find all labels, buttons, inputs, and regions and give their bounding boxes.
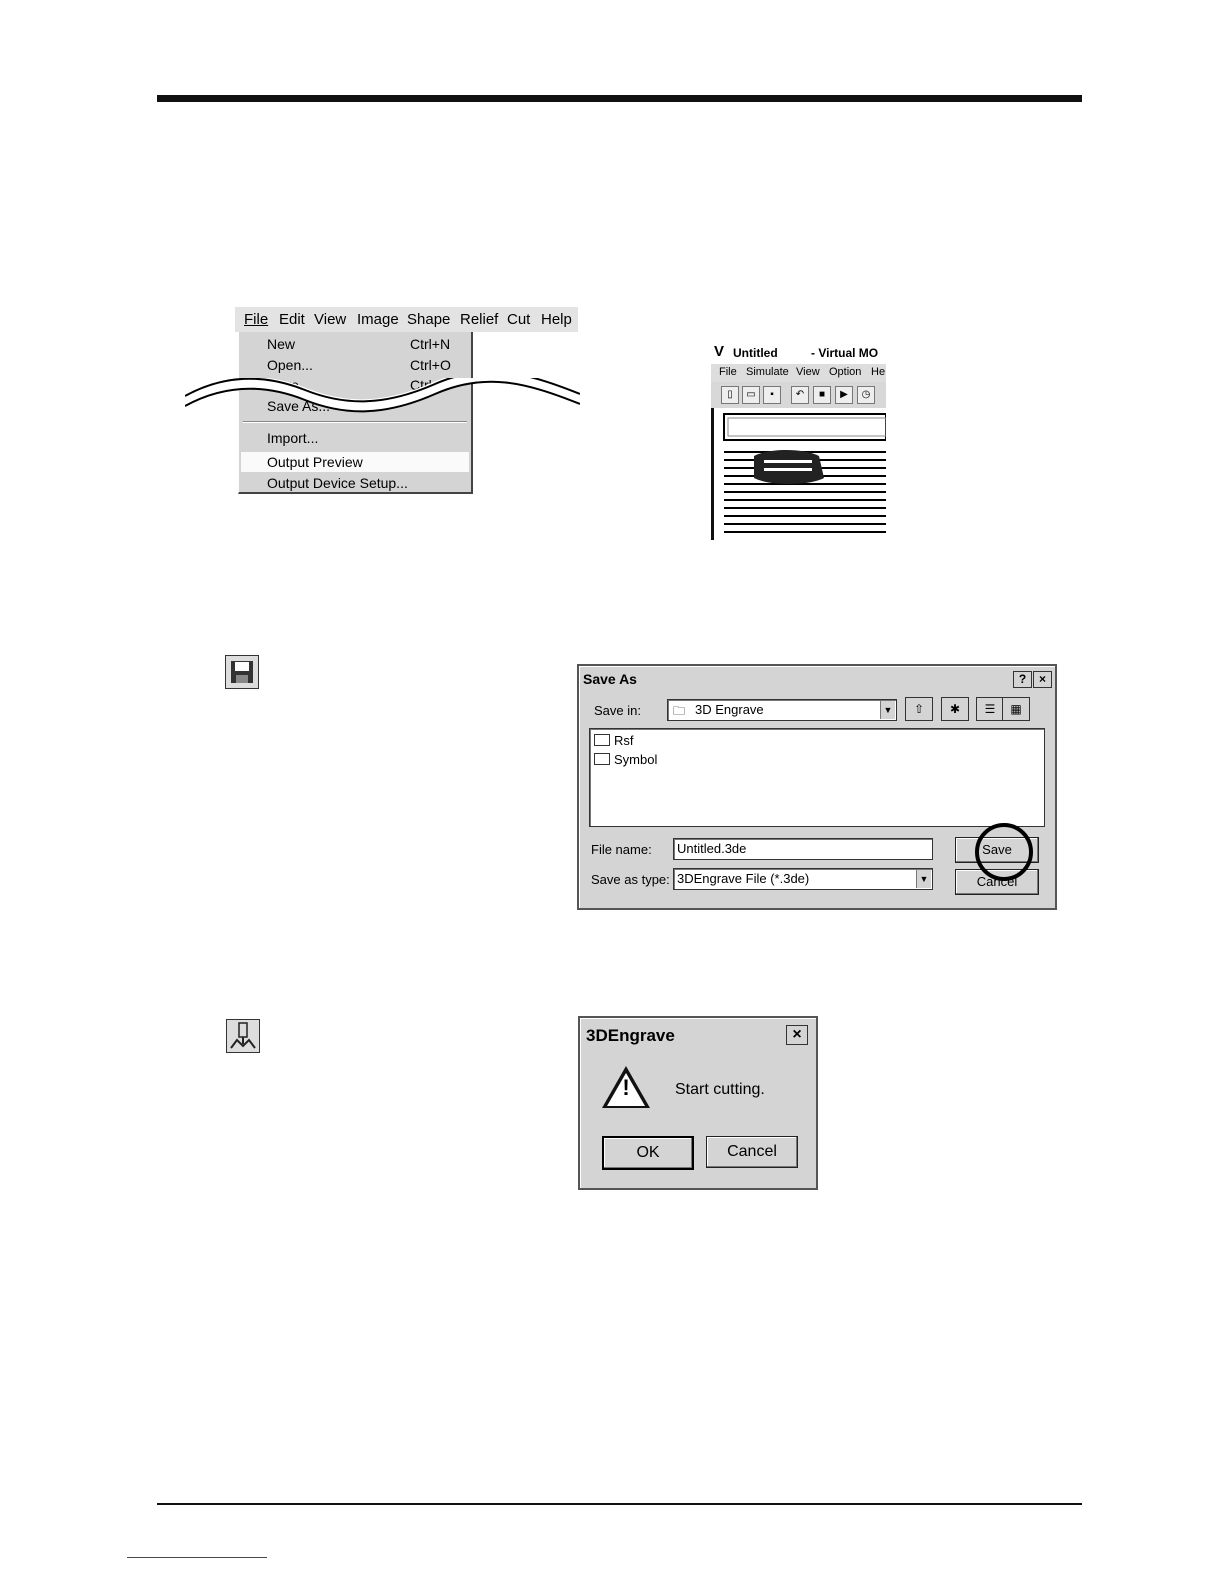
menu-bar	[235, 307, 578, 332]
vm-menu-option[interactable]: Option	[829, 366, 862, 378]
footer-link-underline	[127, 1557, 267, 1558]
menu-item-output-preview[interactable]: Output Preview	[267, 454, 363, 470]
play-icon[interactable]: ▶	[835, 386, 853, 404]
timer-icon[interactable]: ◷	[857, 386, 875, 404]
save-type-dropdown[interactable]	[673, 868, 933, 890]
menu-relief[interactable]: Relief	[460, 311, 499, 328]
vm-toolbar	[711, 382, 886, 409]
file-name-field[interactable]	[673, 838, 933, 860]
dialog-message: Start cutting.	[675, 1081, 765, 1098]
menu-view[interactable]: View	[314, 311, 347, 328]
vm-preview-graphic	[714, 408, 886, 540]
floppy-disk-graphic	[226, 656, 258, 688]
save-type-value: 3DEngrave File (*.3de)	[677, 871, 810, 886]
chevron-down-icon[interactable]: ▼	[916, 870, 931, 888]
menu-cut[interactable]: Cut	[507, 311, 531, 328]
cancel-button[interactable]: Cancel	[706, 1136, 798, 1168]
menu-shape[interactable]: Shape	[407, 311, 451, 328]
header-rule	[157, 95, 1082, 102]
menu-item-save[interactable]: Save	[267, 377, 299, 393]
rewind-icon[interactable]: ↶	[791, 386, 809, 404]
vm-menu-view[interactable]: View	[796, 366, 820, 378]
open-folder-icon[interactable]: ▭	[742, 386, 760, 404]
up-folder-icon[interactable]: ⇧	[905, 697, 933, 721]
menu-file[interactable]: File	[244, 311, 269, 328]
menu-edit[interactable]: Edit	[279, 311, 305, 328]
close-button[interactable]: ×	[786, 1025, 808, 1045]
dialog-title: Save As	[583, 671, 637, 687]
vm-menu-bar	[711, 364, 886, 382]
menu-item-open[interactable]: Open...	[267, 357, 313, 373]
file-list[interactable]	[589, 728, 1045, 827]
save-as-dialog	[577, 664, 1057, 910]
virtual-modela-window	[711, 340, 886, 540]
menu-item-save-as[interactable]: Save As...	[267, 398, 331, 414]
list-view-icon[interactable]: ☰	[976, 697, 1004, 721]
vm-title: Untitled	[733, 346, 778, 360]
ok-button[interactable]: OK	[602, 1136, 694, 1170]
menu-item-output-device-setup[interactable]: Output Device Setup...	[267, 475, 408, 491]
cancel-button[interactable]: Cancel	[955, 869, 1039, 895]
file-name-value: Untitled.3de	[677, 841, 747, 856]
dialog-title: 3DEngrave	[586, 1026, 675, 1045]
chevron-down-icon[interactable]: ▼	[880, 701, 895, 719]
save-type-label: Save as type:	[591, 872, 670, 887]
save-in-value: 3D Engrave	[695, 702, 764, 717]
details-view-icon[interactable]: ▦	[1002, 697, 1030, 721]
vm-title-bar	[711, 340, 886, 364]
menu-item-new[interactable]: New	[267, 336, 296, 352]
file-name-label: File name:	[591, 842, 652, 857]
warning-exclamation: !	[622, 1075, 630, 1100]
footer-rule	[157, 1503, 1082, 1505]
menu-item-import[interactable]: Import...	[267, 430, 319, 446]
vm-logo-icon: V	[714, 343, 725, 360]
save-in-label: Save in:	[594, 703, 641, 718]
engrave-confirm-dialog	[578, 1016, 818, 1190]
new-doc-icon[interactable]: ▯	[721, 386, 739, 404]
folder-icon: 🗀	[673, 704, 686, 718]
vm-title-suffix: - Virtual MO	[811, 346, 879, 360]
save-icon[interactable]: ▪	[763, 386, 781, 404]
shortcut-save: Ctrl+S	[410, 377, 450, 393]
vm-canvas	[711, 408, 886, 540]
shortcut-open: Ctrl+O	[410, 357, 451, 373]
cut-engrave-graphic	[227, 1020, 259, 1052]
vm-menu-file[interactable]: File	[719, 366, 737, 378]
menu-image[interactable]: Image	[357, 311, 399, 328]
shortcut-new: Ctrl+N	[410, 336, 451, 352]
break-wave-lines	[185, 378, 580, 414]
new-folder-icon[interactable]: ✱	[941, 697, 969, 721]
menu-help[interactable]: Help	[541, 311, 572, 328]
cut-engrave-icon[interactable]	[226, 1019, 260, 1053]
save-in-dropdown[interactable]	[667, 699, 897, 721]
menu-separator	[243, 421, 467, 423]
list-item[interactable]: Rsf	[594, 733, 634, 748]
close-button[interactable]: ×	[1033, 671, 1052, 688]
help-button[interactable]: ?	[1013, 671, 1032, 688]
folder-icon	[594, 734, 610, 746]
highlight-circle	[975, 823, 1033, 881]
folder-icon	[594, 753, 610, 765]
vm-menu-help[interactable]: He	[871, 366, 886, 378]
floppy-disk-icon[interactable]	[225, 655, 259, 689]
save-button[interactable]: Save	[955, 837, 1039, 863]
list-item[interactable]: Symbol	[594, 752, 657, 767]
stop-icon[interactable]: ■	[813, 386, 831, 404]
vm-menu-simulate[interactable]: Simulate	[746, 366, 789, 378]
